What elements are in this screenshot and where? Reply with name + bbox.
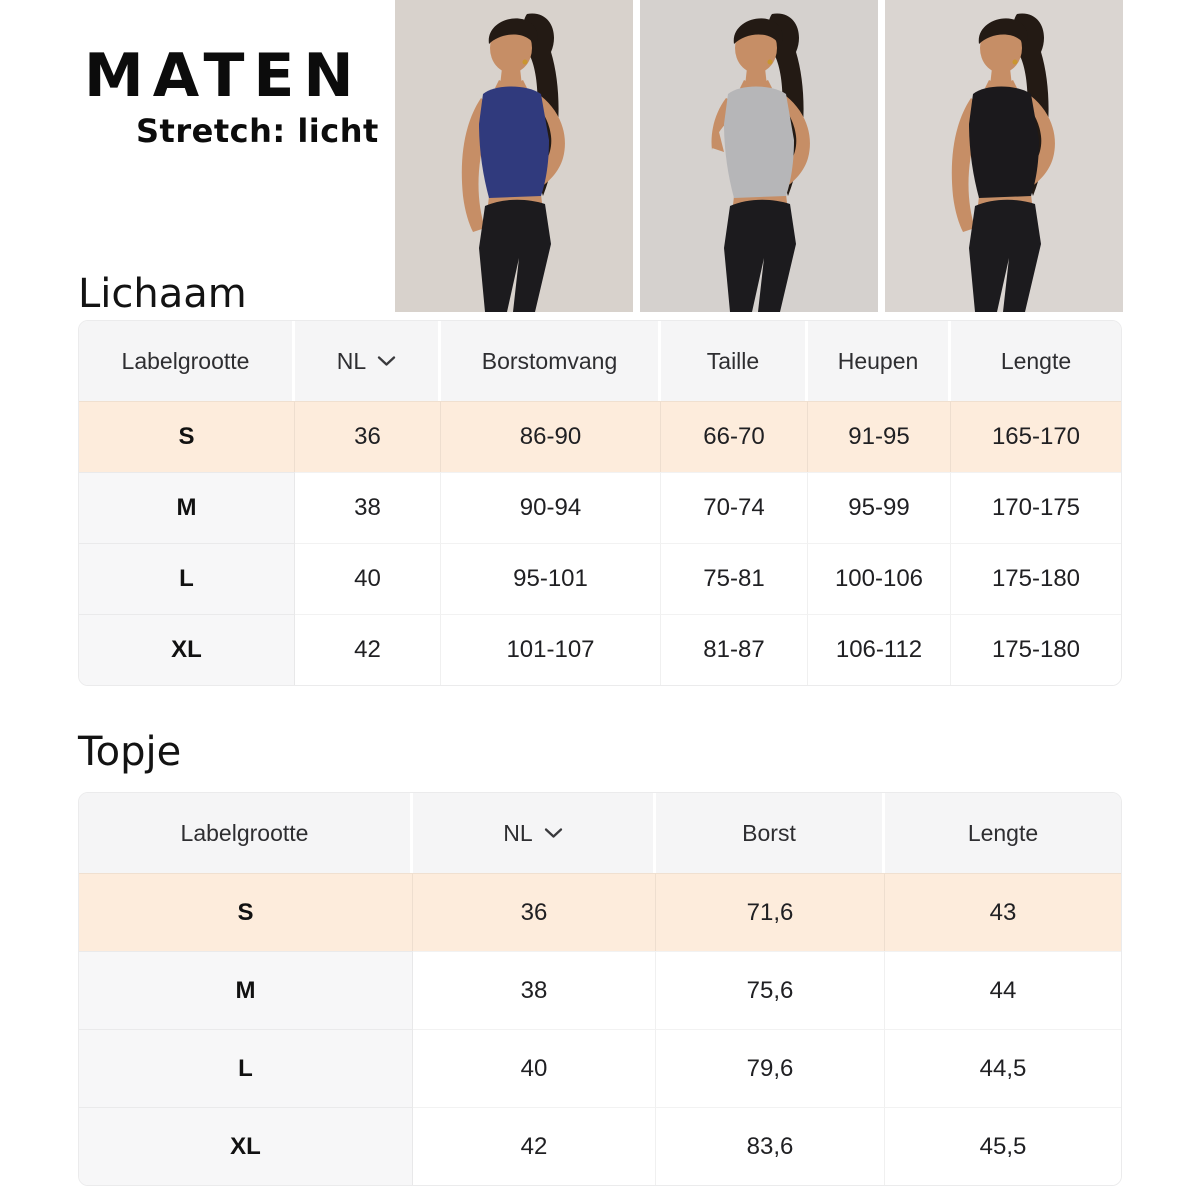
column-header-label: Borst xyxy=(742,819,796,846)
table-cell: 79,6 xyxy=(656,1029,885,1107)
model-illustration xyxy=(640,0,878,312)
column-header-taille xyxy=(661,321,808,401)
table-cell: 75-81 xyxy=(661,543,808,614)
column-header-borst xyxy=(656,793,885,873)
column-header-label: Taille xyxy=(706,347,760,374)
column-header-label: NL xyxy=(503,819,533,846)
size-label-cell: S xyxy=(79,873,413,951)
size-label-cell: M xyxy=(79,472,295,543)
title-block xyxy=(84,41,379,150)
column-header-borstomvang xyxy=(441,321,661,401)
table-cell: 45,5 xyxy=(885,1107,1121,1185)
table-cell: 40 xyxy=(295,543,441,614)
size-label-cell: L xyxy=(79,543,295,614)
table-cell: 86-90 xyxy=(441,401,661,472)
chevron-down-icon[interactable] xyxy=(544,827,563,839)
column-header-label: Labelgrootte xyxy=(180,819,309,846)
size-label-cell: XL xyxy=(79,1107,413,1185)
table-cell: 165-170 xyxy=(951,401,1121,472)
column-header-label: Lengte xyxy=(1000,347,1072,374)
page-title: MATEN xyxy=(84,41,363,111)
size-label-cell: M xyxy=(79,951,413,1029)
table-cell: 70-74 xyxy=(661,472,808,543)
top-size-table xyxy=(78,792,1122,1186)
table-cell: 83,6 xyxy=(656,1107,885,1185)
table-cell: 75,6 xyxy=(656,951,885,1029)
column-header-label: Heupen xyxy=(837,347,919,374)
column-header-labelgrootte xyxy=(79,793,413,873)
column-header-nl[interactable] xyxy=(413,793,656,873)
table-cell: 43 xyxy=(885,873,1121,951)
table-cell: 36 xyxy=(295,401,441,472)
table-cell: 175-180 xyxy=(951,543,1121,614)
column-header-label: Borstomvang xyxy=(481,347,618,374)
model-illustration xyxy=(395,0,633,312)
table-cell: 95-101 xyxy=(441,543,661,614)
chevron-down-icon[interactable] xyxy=(377,355,396,367)
size-label-cell: XL xyxy=(79,614,295,685)
table-cell: 42 xyxy=(413,1107,656,1185)
column-header-nl[interactable] xyxy=(295,321,441,401)
column-header-heupen xyxy=(808,321,951,401)
column-header-label: Lengte xyxy=(967,819,1039,846)
body-size-table xyxy=(78,320,1122,686)
column-header-labelgrootte xyxy=(79,321,295,401)
table-cell: 44 xyxy=(885,951,1121,1029)
table-cell: 106-112 xyxy=(808,614,951,685)
model-photo-navy xyxy=(395,0,633,312)
table-cell: 71,6 xyxy=(656,873,885,951)
table-cell: 36 xyxy=(413,873,656,951)
model-photo-black xyxy=(885,0,1123,312)
model-illustration xyxy=(885,0,1123,312)
table-cell: 42 xyxy=(295,614,441,685)
product-photo-strip xyxy=(395,0,1123,312)
column-header-label: NL xyxy=(336,347,367,374)
column-header-label: Labelgrootte xyxy=(121,347,250,374)
table-cell: 38 xyxy=(413,951,656,1029)
size-label-cell: L xyxy=(79,1029,413,1107)
table-cell: 100-106 xyxy=(808,543,951,614)
table-cell: 90-94 xyxy=(441,472,661,543)
table-cell: 40 xyxy=(413,1029,656,1107)
table-cell: 44,5 xyxy=(885,1029,1121,1107)
table-cell: 101-107 xyxy=(441,614,661,685)
table-cell: 91-95 xyxy=(808,401,951,472)
section-heading-top: Topje xyxy=(78,729,182,775)
table-cell: 81-87 xyxy=(661,614,808,685)
table-cell: 66-70 xyxy=(661,401,808,472)
table-cell: 170-175 xyxy=(951,472,1121,543)
column-header-lengte xyxy=(885,793,1121,873)
section-heading-body: Lichaam xyxy=(78,271,247,317)
table-cell: 95-99 xyxy=(808,472,951,543)
column-header-lengte xyxy=(951,321,1121,401)
table-cell: 175-180 xyxy=(951,614,1121,685)
size-label-cell: S xyxy=(79,401,295,472)
stretch-subtitle: Stretch: licht xyxy=(136,112,379,150)
model-photo-gray xyxy=(640,0,878,312)
table-cell: 38 xyxy=(295,472,441,543)
